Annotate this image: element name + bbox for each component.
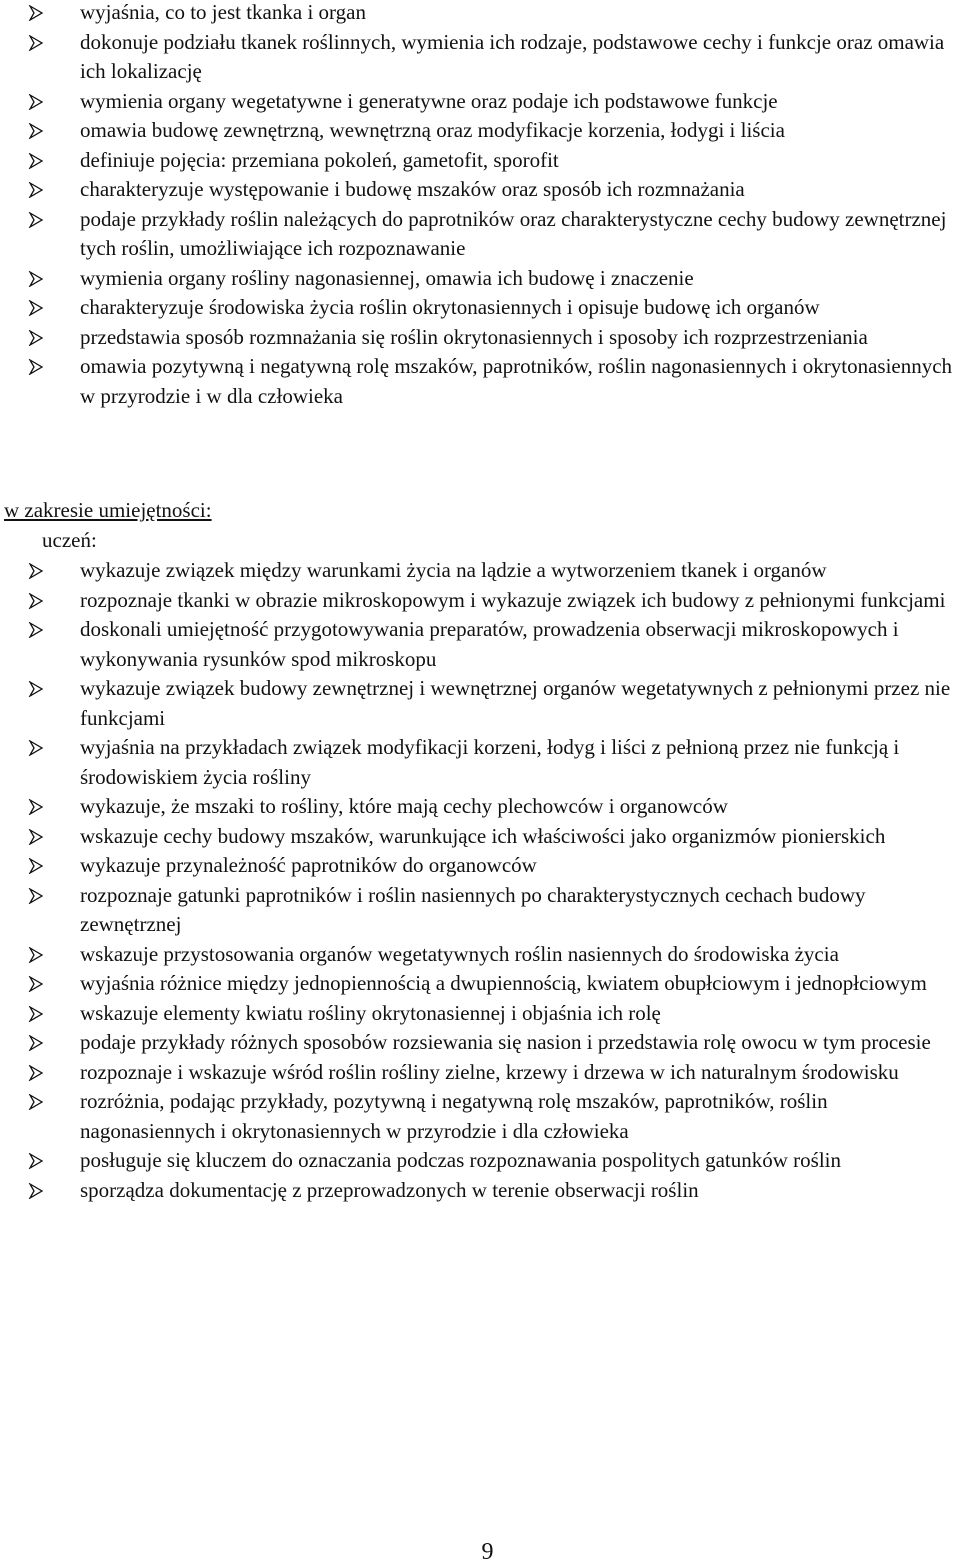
arrowhead-bullet-icon (28, 182, 44, 198)
list-item (0, 293, 960, 323)
list-item (0, 999, 960, 1029)
arrowhead-bullet-icon (28, 858, 44, 874)
list-item-text: wskazuje przystosowania organów wegetatywnych roślin nasiennych do środowiska życia (80, 941, 839, 966)
list-item-text: rozpoznaje gatunki paprotników i roślin nasiennych po charakterystycznych cechach budowy zewnętrznej (80, 882, 866, 936)
arrowhead-bullet-icon (28, 330, 44, 346)
arrowhead-bullet-icon (28, 212, 44, 228)
list-item (0, 1087, 960, 1146)
list-item (0, 792, 960, 822)
arrowhead-bullet-icon (28, 829, 44, 845)
arrowhead-bullet-icon (28, 359, 44, 375)
knowledge-list (0, 0, 960, 411)
list-item (0, 175, 960, 205)
arrowhead-bullet-icon (28, 563, 44, 579)
list-item (0, 969, 960, 999)
list-item-text: dokonuje podziału tkanek roślinnych, wymienia ich rodzaje, podstawowe cechy i funkcje oraz omawia ich lokalizację (80, 29, 945, 83)
list-item (0, 851, 960, 881)
skills-list (0, 556, 960, 1205)
arrowhead-bullet-icon (28, 1006, 44, 1022)
list-item (0, 0, 960, 28)
arrowhead-bullet-icon (28, 1183, 44, 1199)
arrowhead-bullet-icon (28, 947, 44, 963)
list-item (0, 822, 960, 852)
list-item-text: wskazuje elementy kwiatu rośliny okrytonasiennej i objaśnia ich rolę (80, 1000, 661, 1025)
list-item-text: wymienia organy wegetatywne i generatywne oraz podaje ich podstawowe funkcje (80, 88, 778, 113)
list-item (0, 556, 960, 586)
list-item-text: podaje przykłady roślin należących do paprotników oraz charakterystyczne cechy budowy zewnętrznej tych roślin, umożliwiające ich rozpoznawanie (80, 206, 947, 260)
arrowhead-bullet-icon (28, 888, 44, 904)
arrowhead-bullet-icon (28, 94, 44, 110)
skills-heading: w zakresie umiejętności: (4, 498, 212, 522)
list-item (0, 1058, 960, 1088)
arrowhead-bullet-icon (28, 1153, 44, 1169)
list-item-text: charakteryzuje występowanie i budowę mszaków oraz sposób ich rozmnażania (80, 177, 745, 201)
arrowhead-bullet-icon (28, 5, 44, 21)
list-item (0, 1176, 960, 1206)
list-item-text: charakteryzuje środowiska życia roślin okrytonasiennych i opisuje budowę ich organów (80, 295, 820, 319)
list-item-text: rozróżnia, podając przykłady, pozytywną i negatywną rolę mszaków, paprotników, roślin nagonasiennych i okrytonasiennych w przyrodzie i dla człowieka (80, 1089, 828, 1143)
list-item-text: sporządza dokumentację z przeprowadzonych w terenie obserwacji roślin (80, 1177, 699, 1202)
list-item (0, 733, 960, 792)
skills-subheading: uczeń: (42, 528, 97, 552)
list-item-text: wykazuje związek budowy zewnętrznej i wewnętrznej organów wegetatywnych z pełnionymi przez nie funkcjami (80, 676, 951, 730)
list-item-text: wyjaśnia, co to jest tkanka i organ (80, 0, 366, 24)
list-item (0, 940, 960, 970)
list-item (0, 881, 960, 940)
list-item (0, 323, 960, 353)
arrowhead-bullet-icon (28, 1065, 44, 1081)
list-item-text: wykazuje związek między warunkami życia na lądzie a wytworzeniem tkanek i organów (80, 558, 827, 582)
list-item (0, 615, 960, 674)
list-item-text: definiuje pojęcia: przemiana pokoleń, gametofit, sporofit (80, 147, 559, 172)
list-item-text: posługuje się kluczem do oznaczania podczas rozpoznawania pospolitych gatunków roślin (80, 1148, 842, 1172)
list-item (0, 146, 960, 176)
arrowhead-bullet-icon (28, 271, 44, 287)
list-item-text: wymienia organy rośliny nagonasiennej, omawia ich budowę i znaczenie (80, 265, 694, 290)
list-item (0, 586, 960, 616)
arrowhead-bullet-icon (28, 799, 44, 815)
arrowhead-bullet-icon (28, 593, 44, 609)
list-item (0, 28, 960, 87)
list-item-text: wykazuje, że mszaki to rośliny, które mają cechy plechowców i organowców (80, 794, 728, 818)
arrowhead-bullet-icon (28, 1035, 44, 1051)
arrowhead-bullet-icon (28, 123, 44, 139)
list-item (0, 1028, 960, 1058)
page-number: 9 (481, 1539, 494, 1565)
list-item-text: wskazuje cechy budowy mszaków, warunkujące ich właściwości jako organizmów pionierskich (80, 823, 886, 848)
list-item-text: rozpoznaje i wskazuje wśród roślin rośliny zielne, krzewy i drzewa w ich naturalnym środowisku (80, 1059, 899, 1084)
list-item (0, 116, 960, 146)
arrowhead-bullet-icon (28, 681, 44, 697)
list-item (0, 264, 960, 294)
arrowhead-bullet-icon (28, 622, 44, 638)
list-item (0, 205, 960, 264)
list-item-text: przedstawia sposób rozmnażania się roślin okrytonasiennych i sposoby ich rozprzestrzeniania (80, 324, 868, 349)
arrowhead-bullet-icon (28, 976, 44, 992)
list-item-text: doskonali umiejętność przygotowywania preparatów, prowadzenia obserwacji mikroskopowych i wykonywania rysunków spod mikroskopu (80, 617, 899, 671)
arrowhead-bullet-icon (28, 35, 44, 51)
list-item-text: rozpoznaje tkanki w obrazie mikroskopowym i wykazuje związek ich budowy z pełnionymi funkcjami (80, 587, 946, 612)
list-item (0, 1146, 960, 1176)
list-item-text: podaje przykłady różnych sposobów rozsiewania się nasion i przedstawia rolę owocu w tym procesie (80, 1030, 931, 1054)
arrowhead-bullet-icon (28, 153, 44, 169)
list-item (0, 87, 960, 117)
list-item-text: wyjaśnia na przykładach związek modyfikacji korzeni, łodyg i liści z pełnioną przez nie funkcją i środowiskiem życia rośliny (80, 735, 900, 789)
list-item-text: wyjaśnia różnice między jednopiennością a dwupiennością, kwiatem obupłciowym i jednopłciowym (80, 971, 927, 995)
list-item (0, 352, 960, 411)
arrowhead-bullet-icon (28, 300, 44, 316)
arrowhead-bullet-icon (28, 1094, 44, 1110)
list-item (0, 674, 960, 733)
arrowhead-bullet-icon (28, 740, 44, 756)
list-item-text: wykazuje przynależność paprotników do organowców (80, 853, 537, 877)
list-item-text: omawia budowę zewnętrzną, wewnętrzną oraz modyfikacje korzenia, łodygi i liścia (80, 118, 785, 142)
list-item-text: omawia pozytywną i negatywną rolę mszaków, paprotników, roślin nagonasiennych i okrytonasiennych w przyrodzie i w dla człowieka (80, 354, 953, 408)
